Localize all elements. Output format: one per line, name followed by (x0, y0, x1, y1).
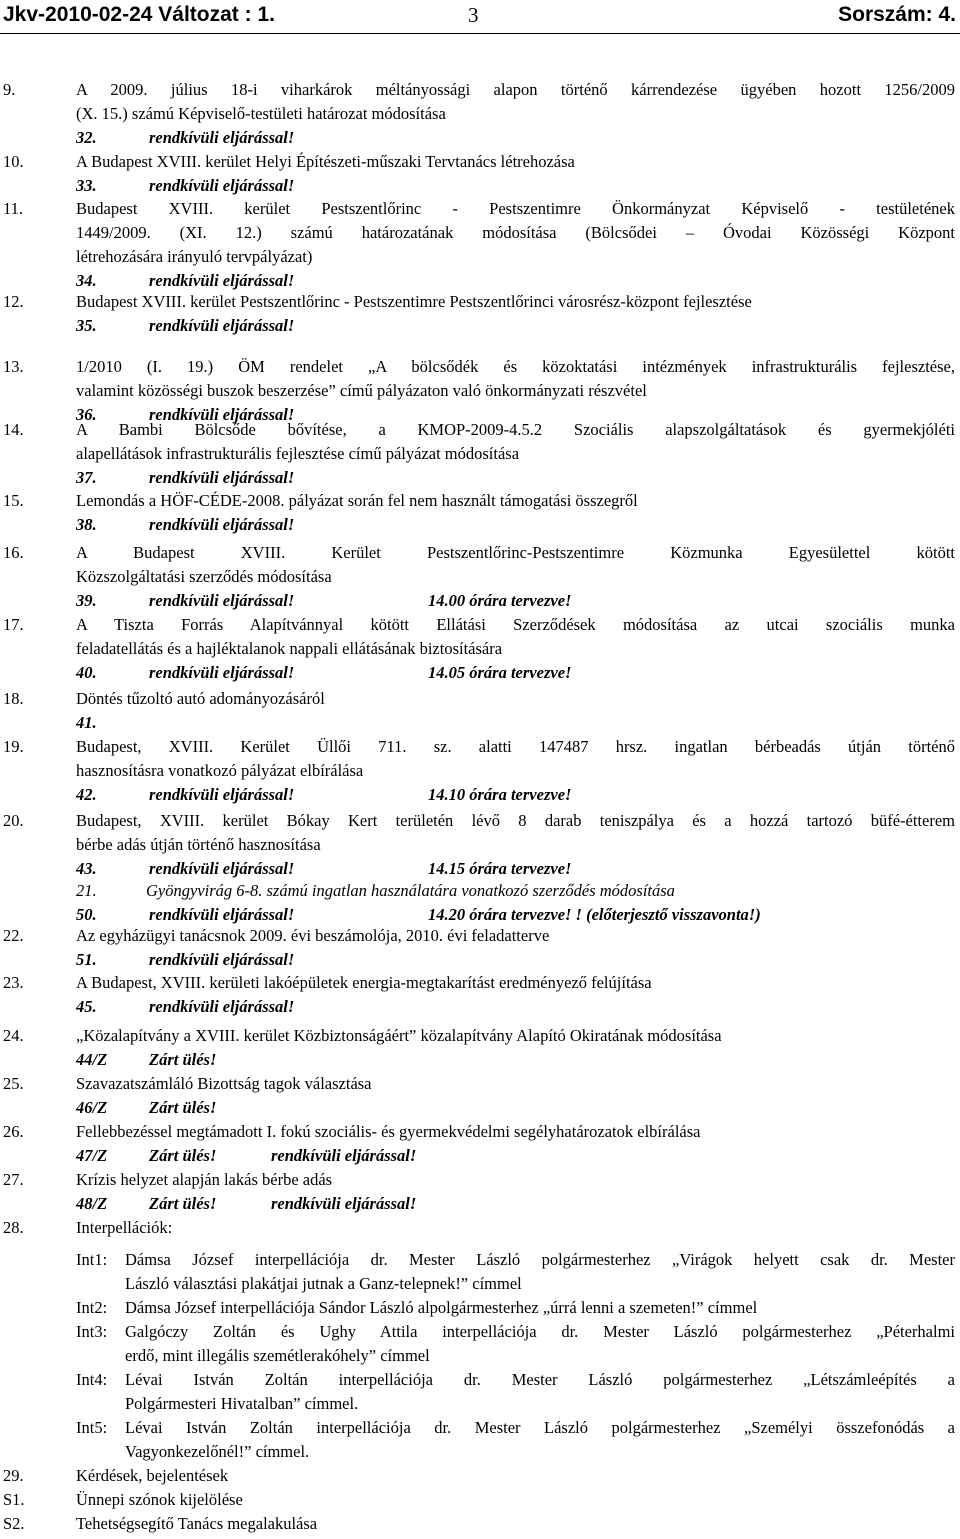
agenda-item-title: létrehozására irányuló tervpályázat) (76, 247, 313, 266)
agenda-item-title: Kérdések, bejelentések (76, 1466, 229, 1485)
agenda-item-number: 21. (76, 881, 97, 900)
procedure-note: 14.05 órára tervezve! (428, 663, 572, 682)
agenda-item-number: 12. (3, 292, 24, 311)
agenda-item-number: 24. (3, 1026, 24, 1045)
agenda-item-title: A Budapest XVIII. Kerület Pestszentlőrinc-Pestszentimre Közmunka Egyesülettel kötött (76, 543, 955, 562)
header-rule (0, 33, 960, 34)
agenda-item-title: Krízis helyzet alapján lakás bérbe adás (76, 1170, 333, 1189)
interpellation-text: Lévai István Zoltán interpellációja dr. Mester László polgármesterhez „Személyi összefonódás a (125, 1418, 955, 1437)
procedure-note: rendkívüli eljárással! (271, 1146, 417, 1165)
agenda-item-number: 17. (3, 615, 24, 634)
procedure-note: Zárt ülés! (149, 1050, 217, 1069)
agenda-item-title: A Budapest, XVIII. kerületi lakóépületek energia-megtakarítást eredményező felújítása (76, 973, 652, 992)
procedure-note: Zárt ülés! (149, 1146, 217, 1165)
procedure-note: rendkívüli eljárással! (149, 950, 295, 969)
procedure-note: 14.15 órára tervezve! (428, 859, 572, 878)
interpellation-label: Int2: (76, 1298, 108, 1317)
proposal-number: 45. (76, 997, 97, 1016)
proposal-number: 36. (76, 405, 97, 424)
agenda-item-title: A Bambi Bölcsőde bővítése, a KMOP-2009-4.5.2 Szociális alapszolgáltatások és gyermekjóléti (76, 420, 955, 439)
procedure-note: 14.20 órára tervezve! ! (előterjesztő visszavonta!) (428, 905, 761, 924)
agenda-item-number: 14. (3, 420, 24, 439)
agenda-item-title: alapellátások infrastrukturális fejlesztése című pályázat módosítása (76, 444, 520, 463)
interpellation-label: Int1: (76, 1250, 108, 1269)
proposal-number: 43. (76, 859, 97, 878)
agenda-item-number: 16. (3, 543, 24, 562)
agenda-item-title: 1/2010 (I. 19.) ÖM rendelet „A bölcsődék és közoktatási intézmények infrastrukturális fejlesztése, (76, 357, 955, 376)
proposal-number: 42. (76, 785, 97, 804)
agenda-item-number: 22. (3, 926, 24, 945)
proposal-number: 46/Z (76, 1098, 108, 1117)
procedure-note: rendkívüli eljárással! (149, 468, 295, 487)
procedure-note: rendkívüli eljárással! (149, 663, 295, 682)
agenda-item-title: Ünnepi szónok kijelölése (76, 1490, 243, 1509)
procedure-note: rendkívüli eljárással! (149, 176, 295, 195)
agenda-item-number: 10. (3, 152, 24, 171)
page-header (0, 0, 960, 30)
interpellation-text: László választási plakátjai jutnak a Ganz-telepnek!” címmel (125, 1274, 522, 1293)
agenda-item-title: 1449/2009. (XI. 12.) számú határozatának módosítása (Bölcsődei – Óvodai Közösségi Központ (76, 223, 955, 242)
proposal-number: 40. (76, 663, 97, 682)
agenda-item-title: Az egyházügyi tanácsnok 2009. évi beszámolója, 2010. évi feladatterve (76, 926, 550, 945)
agenda-item-number: 15. (3, 491, 24, 510)
procedure-note: rendkívüli eljárással! (149, 271, 295, 290)
document-version: Jkv-2010-02-24 Változat : 1. (3, 3, 275, 26)
interpellation-text: Vagyonkezelőnél!” címmel. (125, 1442, 310, 1461)
agenda-item-title: A 2009. július 18-i viharkárok méltányossági alapon történő kárrendezése ügyében hozott 1256/2009 (76, 80, 955, 99)
procedure-note: rendkívüli eljárással! (271, 1194, 417, 1213)
procedure-note: Zárt ülés! (149, 1194, 217, 1213)
agenda-item-title: Lemondás a HÖF-CÉDE-2008. pályázat során fel nem használt támogatási összegről (76, 491, 638, 510)
interpellation-text: Polgármesteri Hivatalban” címmel. (125, 1394, 359, 1413)
procedure-note: rendkívüli eljárással! (149, 515, 295, 534)
agenda-item-number: 13. (3, 357, 24, 376)
agenda-item-number: 18. (3, 689, 24, 708)
procedure-note: rendkívüli eljárással! (149, 785, 295, 804)
proposal-number: 34. (76, 271, 97, 290)
procedure-note: rendkívüli eljárással! (149, 997, 295, 1016)
agenda-item-number: 23. (3, 973, 24, 992)
proposal-number: 38. (76, 515, 97, 534)
agenda-item-number: 26. (3, 1122, 24, 1141)
proposal-number: 47/Z (76, 1146, 108, 1165)
interpellation-text: Galgóczy Zoltán és Ughy Attila interpellációja dr. Mester László polgármesterhez „Péterhalmi (125, 1322, 955, 1341)
agenda-item-title: Budapest, XVIII. kerület Bókay Kert területén lévő 8 darab teniszpálya és a hozzá tartozó büfé-étterem (76, 811, 955, 830)
proposal-number: 51. (76, 950, 97, 969)
proposal-number: 35. (76, 316, 97, 335)
procedure-note: Zárt ülés! (149, 1098, 217, 1117)
serial-number: Sorszám: 4. (838, 3, 956, 26)
agenda-item-number: S2. (3, 1514, 25, 1533)
agenda-item-title: Fellebbezéssel megtámadott I. fokú szociális- és gyermekvédelmi segélyhatározatok elbírálása (76, 1122, 701, 1141)
agenda-item-number: 29. (3, 1466, 24, 1485)
proposal-number: 39. (76, 591, 97, 610)
agenda-item-title: Szavazatszámláló Bizottság tagok választása (76, 1074, 372, 1093)
agenda-item-title: Interpellációk: (76, 1218, 173, 1237)
interpellation-label: Int3: (76, 1322, 108, 1341)
interpellation-text: erdő, mint illegális szemétlerakóhely” címmel (125, 1346, 430, 1365)
interpellation-text: Dámsa József interpellációja dr. Mester László polgármesterhez „Virágok helyett csak dr. Mester (125, 1250, 955, 1269)
agenda-item-title: (X. 15.) számú Képviselő-testületi határozat módosítása (76, 104, 446, 123)
proposal-number: 50. (76, 905, 97, 924)
agenda-item-title: Gyöngyvirág 6-8. számú ingatlan használatára vonatkozó szerződés módosítása (146, 881, 675, 900)
procedure-note: 14.00 órára tervezve! (428, 591, 572, 610)
agenda-item-title: feladatellátás és a hajléktalanok nappali ellátásának biztosítására (76, 639, 503, 658)
procedure-note: rendkívüli eljárással! (149, 316, 295, 335)
agenda-item-number: S1. (3, 1490, 25, 1509)
agenda-item-title: hasznosításra vonatkozó pályázat elbírálása (76, 761, 364, 780)
agenda-item-title: Budapest XVIII. kerület Pestszentlőrinc - Pestszentimre Önkormányzat Képviselő - testületének (76, 199, 955, 218)
agenda-item-number: 28. (3, 1218, 24, 1237)
agenda-item-title: Budapest XVIII. kerület Pestszentlőrinc - Pestszentimre Pestszentlőrinci városrész-központ fejlesztése (76, 292, 752, 311)
agenda-item-number: 11. (3, 199, 24, 218)
interpellation-text: Lévai István Zoltán interpellációja dr. Mester László polgármesterhez „Létszámleépítés a (125, 1370, 955, 1389)
procedure-note: rendkívüli eljárással! (149, 128, 295, 147)
agenda-item-number: 20. (3, 811, 24, 830)
page-number: 3 (468, 3, 479, 27)
interpellation-text: Dámsa József interpellációja Sándor László alpolgármesterhez „úrrá lenni a szemeten!” címmel (125, 1298, 758, 1317)
agenda-item-title: Tehetségsegítő Tanács megalakulása (76, 1514, 318, 1533)
procedure-note: rendkívüli eljárással! (149, 405, 295, 424)
agenda-item-number: 25. (3, 1074, 24, 1093)
agenda-item-title: bérbe adás útján történő hasznosítása (76, 835, 321, 854)
proposal-number: 48/Z (76, 1194, 108, 1213)
agenda-item-title: Döntés tűzoltó autó adományozásáról (76, 689, 325, 708)
procedure-note: rendkívüli eljárással! (149, 859, 295, 878)
proposal-number: 41. (76, 713, 97, 732)
proposal-number: 33. (76, 176, 97, 195)
agenda-item-title: „Közalapítvány a XVIII. kerület Közbiztonságáért” közalapítvány Alapító Okiratának módosítása (76, 1026, 722, 1045)
agenda-item-title: A Budapest XVIII. kerület Helyi Építészeti-műszaki Tervtanács létrehozása (76, 152, 575, 171)
procedure-note: rendkívüli eljárással! (149, 591, 295, 610)
procedure-note: 14.10 órára tervezve! (428, 785, 572, 804)
proposal-number: 32. (76, 128, 97, 147)
agenda-item-number: 9. (3, 80, 16, 99)
procedure-note: rendkívüli eljárással! (149, 905, 295, 924)
agenda-item-number: 27. (3, 1170, 24, 1189)
agenda-item-number: 19. (3, 737, 24, 756)
proposal-number: 37. (76, 468, 97, 487)
agenda-item-title: Budapest, XVIII. Kerület Üllői 711. sz. alatti 147487 hrsz. ingatlan bérbeadás útján történő (76, 737, 955, 756)
proposal-number: 44/Z (76, 1050, 108, 1069)
agenda-item-title: A Tiszta Forrás Alapítvánnyal kötött Ellátási Szerződések módosítása az utcai szociális munka (76, 615, 955, 634)
interpellation-label: Int4: (76, 1370, 108, 1389)
interpellation-label: Int5: (76, 1418, 108, 1437)
agenda-item-title: Közszolgáltatási szerződés módosítása (76, 567, 332, 586)
agenda-item-title: valamint közösségi buszok beszerzése” című pályázaton való önkormányzati részvétel (76, 381, 647, 400)
